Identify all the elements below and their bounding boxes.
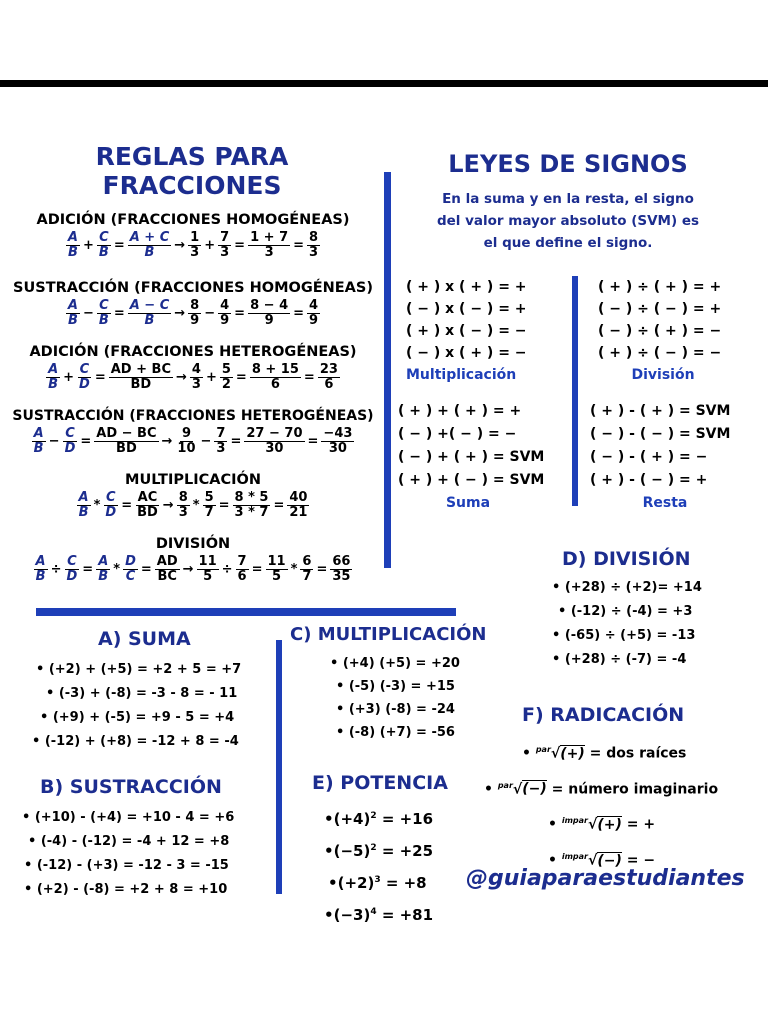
fraction-denominator: C — [125, 569, 136, 585]
fraction-denominator: 9 — [309, 313, 319, 329]
center-vertical-divider — [384, 172, 391, 568]
mult-label: Multiplicación — [406, 367, 517, 383]
fraction — [77, 363, 92, 393]
fraction — [307, 231, 320, 261]
fraction — [233, 491, 271, 521]
fraction-numerator: 1 — [190, 230, 200, 245]
social-handle: @guiaparaestudiantes — [466, 866, 745, 891]
fraction — [66, 299, 80, 329]
suma-rule: ( − ) + ( + ) = SVM — [398, 449, 545, 465]
list-item: • (+28) ÷ (+2)= +14 — [552, 580, 702, 595]
sustraccion-list — [22, 806, 234, 902]
equation-operator: = — [113, 238, 125, 254]
fraction-numerator: C — [67, 554, 77, 569]
fraction — [287, 491, 309, 521]
fraction — [300, 555, 313, 585]
fraction — [175, 427, 197, 457]
equation-operator: = — [316, 562, 328, 578]
fraction — [135, 491, 160, 521]
equation-operator: + — [205, 370, 217, 386]
fraction-denominator: 3 — [309, 245, 319, 261]
resta-rules — [590, 400, 750, 515]
fraction-numerator: AD — [156, 554, 178, 569]
fraction-numerator: 8 + 15 — [251, 362, 299, 377]
equation-operator: = — [234, 306, 246, 322]
list-item: • (-12) - (+3) = -12 - 3 = -15 — [24, 858, 229, 873]
mult-rule: ( − ) x ( + ) = − — [406, 345, 527, 361]
fraction — [94, 427, 158, 457]
potencia-list — [324, 802, 433, 930]
list-item: $•(+2)^3 = +8$ — [328, 874, 427, 892]
equation-operator: = — [293, 238, 305, 254]
fraction-rule-block — [4, 212, 382, 261]
list-item: $•(+4)^2 = +16$ — [324, 810, 434, 828]
leyes-desc-line-2: del valor mayor absoluto (SVM) es — [436, 213, 700, 229]
list-item: • $^{impar}$√(+) = + — [548, 816, 656, 833]
fraction-denominator: 9 — [190, 313, 200, 329]
fraction — [220, 363, 233, 393]
fraction-denominator: BD — [116, 441, 137, 457]
equation-operator: − — [48, 434, 60, 450]
fraction — [250, 363, 301, 393]
sqrt-icon: √ — [587, 816, 598, 833]
fraction-numerator: D — [125, 554, 136, 569]
fraction-denominator: 5 — [272, 569, 282, 585]
fraction-denominator: B — [144, 245, 155, 261]
fraction-rule-heading: MULTIPLICACIÓN — [125, 472, 261, 488]
list-item: • (+10) - (+4) = +10 - 4 = +6 — [22, 810, 235, 825]
equation-operator: = — [218, 498, 230, 514]
equation-operator: = — [235, 370, 247, 386]
fraction — [214, 427, 227, 457]
fraction-denominator: 6 — [270, 377, 280, 393]
fraction-denominator: 3 — [220, 245, 230, 261]
fraction-numerator: C — [79, 362, 90, 377]
fraction-equation — [4, 491, 382, 521]
fraction-numerator: 5 — [204, 490, 214, 505]
sqrt-icon: √ — [550, 745, 561, 762]
equation-operator: → — [174, 238, 186, 254]
fraction — [188, 231, 201, 261]
fraction-denominator: B — [144, 313, 155, 329]
fraction-rule-heading: ADICIÓN (FRACCIONES HOMOGÉNEAS) — [36, 212, 350, 228]
fraction-numerator: 8 * 5 — [234, 490, 269, 505]
fraction-rule-block — [4, 536, 382, 585]
fraction-denominator: 3 — [190, 245, 200, 261]
fraction-numerator: 1 + 7 — [250, 230, 289, 245]
fraction — [109, 363, 173, 393]
fraction-numerator: 4 — [309, 298, 319, 313]
fraction-denominator: 7 — [302, 569, 312, 585]
fraction-denominator: BC — [157, 569, 177, 585]
fraction — [321, 427, 354, 457]
fraction-numerator: 40 — [289, 490, 308, 505]
fraction-denominator: 3 — [178, 505, 188, 521]
fraction-numerator: 11 — [198, 554, 217, 569]
equation-operator: = — [113, 306, 125, 322]
fraction-numerator: 7 — [216, 426, 226, 441]
leyes-title: LEYES DE SIGNOS — [448, 150, 688, 178]
fraction-denominator: 3 — [216, 441, 226, 457]
fraction-denominator: 7 — [204, 505, 214, 521]
fraction-numerator: A — [98, 554, 109, 569]
fraction-numerator: AD + BC — [110, 362, 171, 377]
fraction-denominator: B — [98, 245, 109, 261]
fraction-numerator: C — [106, 490, 116, 505]
fraction-numerator: −43 — [323, 426, 353, 441]
list-item: • (+28) ÷ (-7) = -4 — [552, 652, 687, 667]
fraction — [248, 299, 290, 329]
fraction-numerator: C — [65, 426, 75, 441]
fraction-equation — [4, 299, 382, 329]
radicacion-list — [484, 734, 718, 877]
fracciones-title — [0, 142, 384, 200]
equation-operator: = — [82, 562, 94, 578]
multiplicacion-title: C) MULTIPLICACIÓN — [290, 624, 487, 645]
fraction-numerator: 8 — [190, 298, 200, 313]
fraction-denominator: 30 — [265, 441, 284, 457]
equation-operator: − — [82, 306, 94, 322]
list-item: • (+2) + (+5) = +2 + 5 = +7 — [36, 662, 242, 677]
div-rules — [598, 276, 738, 386]
fraction-rule-block — [4, 408, 382, 457]
equation-operator: = — [303, 370, 315, 386]
fraction-rule-heading: DIVISIÓN — [155, 536, 231, 552]
fraction-denominator: D — [66, 569, 78, 585]
equation-operator: + — [204, 238, 216, 254]
fraction-denominator: D — [64, 441, 76, 457]
division-title: D) DIVISIÓN — [562, 548, 691, 570]
fraction — [330, 555, 352, 585]
equation-operator: + — [63, 370, 75, 386]
fraction-equation — [4, 427, 382, 457]
resta-label: Resta — [642, 495, 688, 511]
fraction-numerator: 11 — [267, 554, 286, 569]
fraction-denominator: B — [48, 377, 59, 393]
mult-rule: ( + ) x ( − ) = − — [406, 323, 527, 339]
fraction-denominator: 3 — [191, 377, 201, 393]
division-list — [552, 576, 702, 672]
equation-operator: → — [176, 370, 187, 386]
equation-operator: * — [192, 498, 200, 514]
fraction-denominator: 5 — [203, 569, 213, 585]
fraction — [66, 231, 80, 261]
equation-operator: = — [307, 434, 319, 450]
fraction-denominator: 6 — [324, 377, 334, 393]
suma-title: A) SUMA — [98, 628, 191, 650]
fraction-denominator: 3 — [264, 245, 274, 261]
fraction-numerator: A — [48, 362, 59, 377]
fraction-denominator: 10 — [177, 441, 196, 457]
fraction-denominator: 2 — [221, 377, 231, 393]
fraction-numerator: C — [99, 230, 109, 245]
fraction-numerator: 4 — [191, 362, 201, 377]
equation-operator: = — [121, 498, 133, 514]
multiplicacion-list — [330, 652, 460, 744]
fraction — [123, 555, 138, 585]
fraction-numerator: A — [67, 230, 78, 245]
list-item: • (+4) (+5) = +20 — [330, 656, 460, 671]
equation-operator: * — [290, 562, 298, 578]
fraction-denominator: 9 — [264, 313, 274, 329]
equation-operator: * — [93, 498, 101, 514]
equation-operator: → — [182, 562, 194, 578]
fraction-denominator: 30 — [328, 441, 347, 457]
fraction — [218, 299, 231, 329]
fraction-denominator: D — [79, 377, 90, 393]
suma-rule: ( − ) +( − ) = − — [398, 426, 517, 442]
leyes-description — [398, 188, 738, 254]
resta-rule: ( − ) - ( − ) = SVM — [590, 426, 731, 442]
fraction — [65, 555, 80, 585]
fraction-numerator: A − C — [129, 298, 170, 313]
div-rule: ( + ) ÷ ( − ) = − — [598, 345, 722, 361]
fraction-rule-heading: SUSTRACCIÓN (FRACCIONES HETEROGÉNEAS) — [12, 408, 374, 424]
fraction-denominator: 6 — [237, 569, 247, 585]
fraction — [97, 299, 111, 329]
fraction — [197, 555, 219, 585]
fraction-denominator: B — [98, 313, 109, 329]
fraction-numerator: AD − BC — [96, 426, 157, 441]
div-rule: ( + ) ÷ ( + ) = + — [598, 279, 722, 295]
fraction-equation — [4, 555, 382, 585]
equation-operator: + — [82, 238, 94, 254]
fraction — [236, 555, 249, 585]
fraction-numerator: 8 — [309, 230, 319, 245]
equation-operator: → — [174, 306, 186, 322]
equation-operator: = — [140, 562, 152, 578]
list-item: • (+2) - (-8) = +2 + 8 = +10 — [24, 882, 228, 897]
leyes-desc-line-1: En la suma y en la resta, el signo — [442, 191, 694, 207]
fraction — [96, 555, 110, 585]
equation-operator: * — [113, 562, 121, 578]
fraction — [307, 299, 320, 329]
fraction-rule-block — [4, 344, 382, 393]
fraction — [203, 491, 216, 521]
fraction — [248, 231, 290, 261]
fraction-numerator: 9 — [181, 426, 191, 441]
equation-operator: → — [162, 498, 174, 514]
fraction-numerator: A + C — [129, 230, 170, 245]
fraction-numerator: A — [67, 298, 78, 313]
equation-operator: = — [234, 238, 246, 254]
fraction — [46, 363, 60, 393]
fraction-rule-block — [4, 280, 382, 329]
fraction — [128, 231, 172, 261]
mult-rule: ( − ) x ( − ) = + — [406, 301, 527, 317]
fraction-denominator: B — [98, 569, 109, 585]
resta-rule: ( + ) - ( − ) = + — [590, 472, 708, 488]
list-item: • (-8) (+7) = -56 — [336, 725, 455, 740]
bottom-vertical-divider — [276, 640, 282, 894]
title-line-1: REGLAS PARA — [95, 142, 289, 171]
fraction-numerator: A — [33, 426, 44, 441]
suma-list — [32, 658, 242, 754]
list-item: • (-4) - (-12) = -4 + 12 = +8 — [28, 834, 230, 849]
fraction — [190, 363, 203, 393]
sqrt-icon: √ — [512, 781, 523, 798]
fraction-denominator: B — [35, 569, 46, 585]
fraction-numerator: A — [35, 554, 46, 569]
list-item: • $^{impar}$√(−) = − — [548, 851, 656, 869]
fraction — [188, 299, 201, 329]
fraction-numerator: 5 — [221, 362, 231, 377]
equation-operator: → — [161, 434, 173, 450]
top-divider-bar — [0, 80, 768, 87]
list-item: • $^{par}$√(+) = dos raíces — [522, 745, 687, 762]
fraction-denominator: BD — [137, 505, 158, 521]
suma-rule: ( + ) + ( − ) = SVM — [398, 472, 545, 488]
fraction — [32, 427, 46, 457]
equation-operator: = — [94, 370, 106, 386]
equation-operator: = — [293, 306, 305, 322]
fraction — [77, 491, 91, 521]
fraction-equation — [4, 363, 382, 393]
fraction-numerator: 6 — [302, 554, 312, 569]
radicacion-title: F) RADICACIÓN — [522, 704, 685, 726]
resta-rule: ( + ) - ( + ) = SVM — [590, 403, 731, 419]
div-rule: ( − ) ÷ ( + ) = − — [598, 323, 722, 339]
div-rule: ( − ) ÷ ( − ) = + — [598, 301, 722, 317]
list-item: • (-12) ÷ (-4) = +3 — [558, 604, 693, 619]
fraction-numerator: 66 — [332, 554, 351, 569]
fraction-denominator: 35 — [332, 569, 351, 585]
fraction-numerator: 8 − 4 — [250, 298, 289, 313]
list-item: • $^{par}$√(−) = número imaginario — [484, 780, 719, 798]
horizontal-divider — [36, 608, 456, 616]
fraction — [155, 555, 180, 585]
fraction — [103, 491, 118, 521]
equation-operator: ÷ — [221, 562, 233, 578]
fraction — [244, 427, 304, 457]
fraction — [34, 555, 48, 585]
fraction — [177, 491, 190, 521]
sqrt-icon: √ — [587, 852, 598, 869]
mult-rules — [406, 276, 536, 386]
resta-rule: ( − ) - ( + ) = − — [590, 449, 708, 465]
list-item: • (+9) + (-5) = +9 - 5 = +4 — [40, 710, 235, 725]
leyes-vertical-divider — [572, 276, 578, 506]
mult-rule: ( + ) x ( + ) = + — [406, 279, 527, 295]
fraction-numerator: AC — [137, 490, 158, 505]
list-item: • (-5) (-3) = +15 — [336, 679, 455, 694]
fraction-numerator: 8 — [178, 490, 188, 505]
list-item: • (-12) + (+8) = -12 + 8 = -4 — [32, 734, 239, 749]
fraction — [128, 299, 172, 329]
fraction — [266, 555, 288, 585]
div-label: División — [631, 367, 695, 383]
fraction-denominator: 3 * 7 — [234, 505, 269, 521]
fraction-numerator: C — [99, 298, 109, 313]
equation-operator: = — [80, 434, 92, 450]
fraction-numerator: 23 — [319, 362, 338, 377]
fraction — [97, 231, 111, 261]
fraction-denominator: BD — [130, 377, 152, 393]
fraction-denominator: B — [33, 441, 44, 457]
fraction — [318, 363, 340, 393]
equation-operator: − — [204, 306, 216, 322]
fraction-rule-heading: SUSTRACCIÓN (FRACCIONES HOMOGÉNEAS) — [13, 280, 373, 296]
list-item: • (-3) + (-8) = -3 - 8 = - 11 — [46, 686, 238, 701]
suma-rules — [398, 400, 548, 515]
fraction — [218, 231, 231, 261]
fraction — [63, 427, 78, 457]
suma-rule: ( + ) + ( + ) = + — [398, 403, 522, 419]
equation-operator: = — [251, 562, 263, 578]
list-item: $•(-3)^4 = +81$ — [324, 906, 434, 924]
fraction-denominator: 21 — [289, 505, 308, 521]
fraction-denominator: D — [105, 505, 117, 521]
suma-label: Suma — [445, 495, 491, 511]
fraction-rule-heading: ADICIÓN (FRACCIONES HETEROGÉNEAS) — [29, 344, 357, 360]
fraction-equation — [4, 231, 382, 261]
equation-operator: = — [230, 434, 242, 450]
fraction-numerator: 4 — [220, 298, 230, 313]
list-item: • (-65) ÷ (+5) = -13 — [552, 628, 696, 643]
potencia-title: E) POTENCIA — [312, 772, 448, 794]
equation-operator: − — [200, 434, 212, 450]
equation-operator: = — [273, 498, 285, 514]
fraction-numerator: 7 — [237, 554, 247, 569]
fraction-denominator: B — [67, 245, 78, 261]
fraction-denominator: B — [78, 505, 89, 521]
fraction-numerator: 27 − 70 — [246, 426, 303, 441]
list-item: • (+3) (-8) = -24 — [336, 702, 455, 717]
fraction-denominator: 9 — [220, 313, 230, 329]
fraction-rule-block — [4, 472, 382, 521]
leyes-desc-line-3: el que define el signo. — [483, 235, 653, 251]
fraction-numerator: A — [78, 490, 89, 505]
sustraccion-title: B) SUSTRACCIÓN — [40, 776, 222, 798]
fraction-denominator: B — [67, 313, 78, 329]
list-item: $•(-5)^2 = +25$ — [324, 842, 434, 860]
fraction-numerator: 7 — [220, 230, 230, 245]
equation-operator: ÷ — [50, 562, 62, 578]
title-line-2: FRACCIONES — [102, 171, 282, 200]
